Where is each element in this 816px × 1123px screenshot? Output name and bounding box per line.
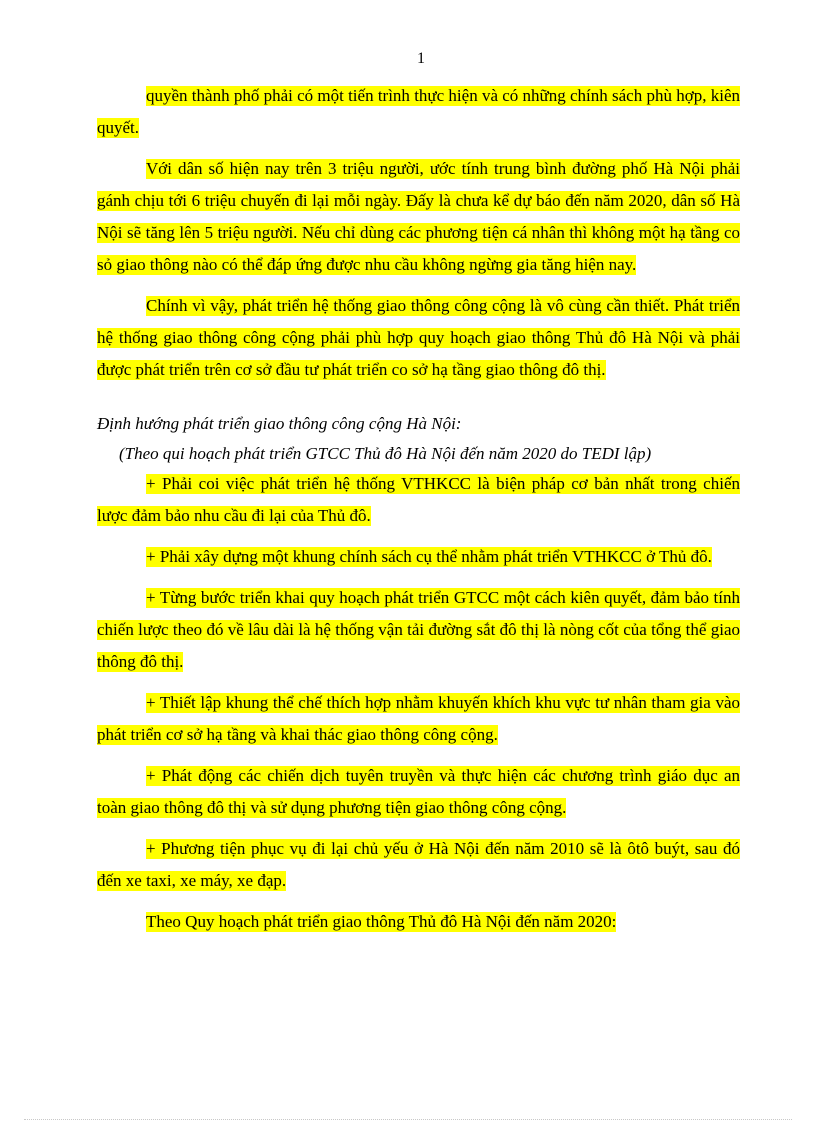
paragraph-public-transport-need <box>97 290 740 386</box>
highlighted-text: + Từng bước triển khai quy hoạch phát triển GTCC một cách kiên quyết, đảm bảo tính chiến lược theo đó về lâu dài là hệ thống vận tải đường sắt đô thị là nòng cốt của tổng thể giao thông đô thị. <box>97 588 740 671</box>
highlighted-text: + Thiết lập khung thể chế thích hợp nhằm khuyến khích khu vực tư nhân tham gia vào phát triển cơ sở hạ tầng và khai thác giao thông công cộng. <box>97 693 740 744</box>
bullet-item-6 <box>97 833 740 897</box>
paragraph-plan-2020 <box>97 906 740 938</box>
highlighted-text: Với dân số hiện nay trên 3 triệu người, ước tính trung bình đường phố Hà Nội phải gánh chịu tới 6 triệu chuyến đi lại mỗi ngày. Đấy là chưa kể dự báo đến năm 2020, dân số Hà Nội sẽ tăng lên 5 triệu người. Nếu chỉ dùng các phương tiện cá nhân thì không một hạ tầng co sỏ giao thông nào có thể đáp ứng được nhu cầu không ngừng gia tăng hiện nay. <box>97 159 740 274</box>
bullet-item-5 <box>97 760 740 824</box>
bullet-item-4 <box>97 687 740 751</box>
highlighted-text: + Phương tiện phục vụ đi lại chủ yếu ở Hà Nội đến năm 2010 sẽ là ôtô buýt, sau đó đến xe taxi, xe máy, xe đạp. <box>97 839 740 890</box>
highlighted-text: Chính vì vậy, phát triển hệ thống giao thông công cộng là vô cùng cần thiết. Phát triển hệ thống giao thông công cộng phải phù hợp quy hoạch giao thông Thủ đô Hà Nội và phải được phát triển trên cơ sở đầu tư phát triển co sở hạ tầng giao thông đô thị. <box>97 296 740 379</box>
page-number: 1 <box>417 50 425 67</box>
paragraph-intro-continuation <box>97 80 740 144</box>
highlighted-text: Theo Quy hoạch phát triển giao thông Thủ đô Hà Nội đến năm 2020: <box>146 912 617 931</box>
highlighted-text: + Phải xây dựng một khung chính sách cụ thể nhằm phát triển VTHKCC ở Thủ đô. <box>146 547 712 566</box>
highlighted-text: + Phải coi việc phát triển hệ thống VTHKCC là biện pháp cơ bản nhất trong chiến lược đảm bảo nhu cầu đi lại của Thủ đô. <box>97 474 740 525</box>
bullet-item-1 <box>97 468 740 532</box>
source-note: (Theo qui hoạch phát triển GTCC Thủ đô Hà Nội đến năm 2020 do TEDI lập) <box>119 444 652 463</box>
bullet-item-2 <box>97 541 740 573</box>
paragraph-population <box>97 153 740 281</box>
page-bottom-divider <box>24 1119 792 1120</box>
section-heading: Định hướng phát triển giao thông công cộng Hà Nội: <box>97 414 462 433</box>
bullet-item-3 <box>97 582 740 678</box>
document-body <box>97 80 740 938</box>
highlighted-text: + Phát động các chiến dịch tuyên truyền và thực hiện các chương trình giáo dục an toàn giao thông đô thị và sử dụng phương tiện giao thông công cộng. <box>97 766 740 817</box>
highlighted-text: quyền thành phố phải có một tiến trình thực hiện và có những chính sách phù hợp, kiên quyết. <box>97 86 740 137</box>
